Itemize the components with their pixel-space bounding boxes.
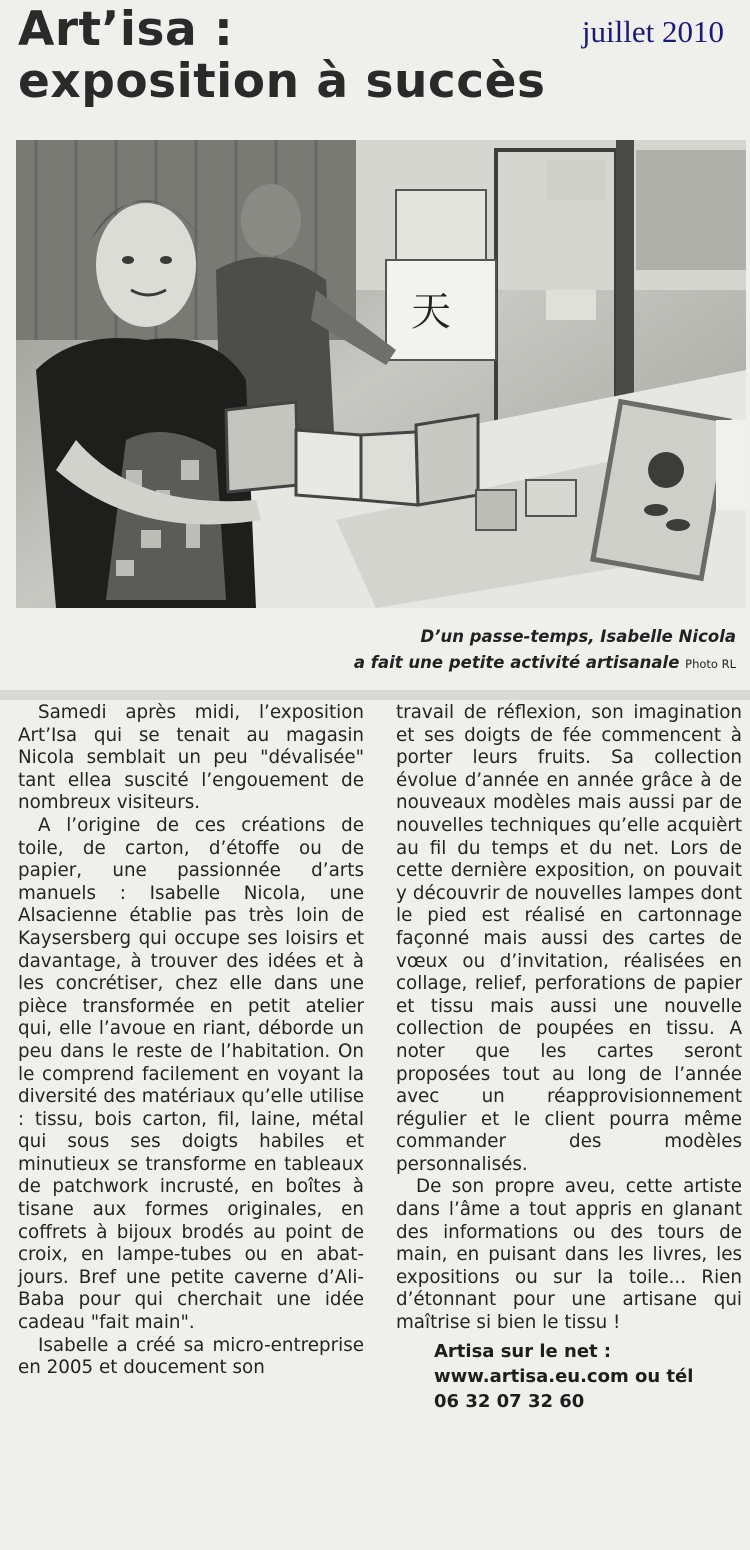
separator-band (0, 690, 750, 700)
article-paragraph: A l’origine de ces créations de toile, de carton, d’étoffe ou de papier, une passionnée d’arts manuels : Isabelle Nicola, une Alsacienne établie pas très loin de Kaysersberg qui occupe ses loisirs et davantage, à trouver des idées et à les concrétiser, chez elle dans une pièce transformée en petit atelier qui, elle l’avoue en riant, déborde un peu dans le reste de l’habitation. On le comprend facilement en voyant la diversité des matériaux qu’elle utilise : tissu, bois carton, fil, laine, métal qui sous ses doigts habiles et minutieux se transforme en tableaux de patchwork incrusté, en boîtes à tisane aux formes originales, en coffrets à bijoux brodés au point de croix, en lampe-tubes ou en abat-jours. Bref une petite caverne d’Ali-Baba pour qui cherchait une idée cadeau "fait main". (18, 814, 364, 1334)
article-paragraph: travail de réflexion, son imagination et ses doigts de fée commencent à porter leurs fruits. Sa collection évolue d’année en année grâce à de nouveaux modèles mais aussi par de nouvelles techniques qu’elle acquièrt au fil du temps et du net. Lors de cette dernière exposition, on pouvait y découvrir de nouvelles lampes dont le pied est réalisé en cartonnage façonné mais aussi des cartes de vœux ou d’invitation, réalisées en collage, relief, perforations de papier et tissu mais aussi une nouvelle collection de poupées en tissu. A noter que les cartes seront proposées tout au long de l’année avec un réapprovisionnement régulier et le client pourra même commander des modèles personnalisés. (396, 702, 742, 1175)
headline-line-1: Art’isa : (18, 2, 234, 57)
contact-heading: Artisa sur le net : (434, 1340, 612, 1362)
article-paragraph: De son propre aveu, cette artiste dans l’âme a tout appris en glanant des informations ou des tours de main, en puisant dans les livres, les expositions ou sur la toile... Rien d’étonnant pour une artisane qui maîtrise si bien le tissu ! (396, 1176, 742, 1334)
article-photo (16, 140, 746, 608)
article-column-right (396, 702, 742, 1414)
svg-text:天: 天 (411, 289, 451, 335)
article-column-left (18, 702, 364, 1380)
headline (18, 4, 638, 108)
publication-date: juillet 2010 (581, 14, 724, 49)
headline-line-2: exposition à succès (18, 54, 546, 109)
contact-phone: 06 32 07 32 60 (434, 1390, 585, 1412)
article-paragraph: Samedi après midi, l’exposition Art’Isa qui se tenait au magasin Nicola semblait un peu "dévalisée" tant ellea suscité l’engouement de nombreux visiteurs. (18, 702, 364, 814)
photo-caption (136, 624, 736, 677)
photo-credit: Photo RL (685, 657, 736, 671)
caption-line-2 (136, 650, 736, 677)
contact-info (396, 1339, 742, 1414)
contact-website: www.artisa.eu.com ou tél (434, 1365, 694, 1387)
article-paragraph: Isabelle a créé sa micro-entreprise en 2005 et doucement son (18, 1334, 364, 1379)
caption-line-1: D’un passe-temps, Isabelle Nicola (420, 627, 736, 646)
photo-illustration (16, 140, 746, 608)
caption-line-2-text: a fait une petite activité artisanale (353, 653, 680, 672)
